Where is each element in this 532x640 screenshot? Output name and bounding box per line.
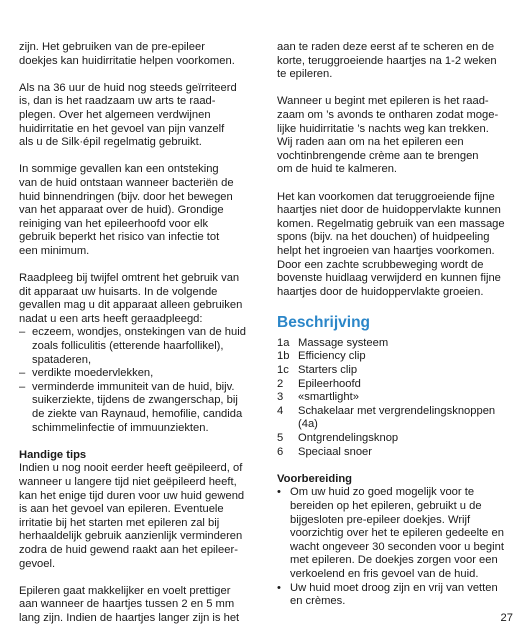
part-label: Schakelaar met vergrendelingsknoppen xyxy=(298,404,496,417)
text-line: is aan het gevoel van epileren. Eventuele xyxy=(19,503,224,516)
part-item xyxy=(277,432,515,446)
text-line: vochtinbrengende crème aan te brengen xyxy=(277,149,479,162)
part-number: 1a xyxy=(277,336,290,349)
paragraph-consult-doctor xyxy=(19,272,263,435)
section-title-description: Beschrijving xyxy=(277,313,371,331)
paragraph-infection xyxy=(19,163,263,258)
part-label: Speciaal snoer xyxy=(298,445,373,458)
text-line: met epileren. De doekjes zorgen voor een xyxy=(290,554,498,567)
text-line: Uw huid moet droog zijn en vrij van vetten xyxy=(290,581,498,594)
text-line: plegen. Over het algemeen verdwijnen xyxy=(19,108,211,121)
text-line: als u de Silk·épil regelmatig gebruikt. xyxy=(19,136,202,149)
list-item xyxy=(19,367,263,381)
text-line: dit apparaat uw huisarts. In de volgende xyxy=(19,285,218,298)
left-column xyxy=(19,41,263,639)
part-item xyxy=(277,391,515,405)
text-line: bovenste huidlaag verwijderd en kunnen fijne xyxy=(277,272,501,285)
text-line: de ziekte van Raynaud, hemofilie, candida xyxy=(32,408,243,421)
dash-marker: – xyxy=(19,326,26,339)
paragraph-tips-getting-used xyxy=(19,462,263,571)
list-item xyxy=(19,326,263,367)
part-item xyxy=(277,405,515,432)
list-item xyxy=(19,381,263,435)
text-line: wacht ongeveer 30 seconden voor u begint xyxy=(290,540,504,553)
part-number: 5 xyxy=(277,432,284,445)
text-line: zijn. Het gebruiken van de pre-epileer xyxy=(19,41,205,53)
text-line: huid binnendringen (bijv. door het bewegen xyxy=(19,190,233,203)
paragraph-hair-length xyxy=(19,585,263,626)
part-number: 1c xyxy=(277,364,289,377)
text-line: bijgesloten pre-epileer doekjes. Wrijf xyxy=(290,513,471,526)
text-line: Indien u nog nooit eerder heeft geëpileerd, of xyxy=(19,462,243,475)
text-line: gebruik beperkt het risico van infectie tot xyxy=(19,231,220,244)
part-item xyxy=(277,446,515,460)
dash-marker: – xyxy=(19,380,26,393)
text-line: zodra de huid gewend raakt aan het epileer- xyxy=(19,543,238,556)
text-line: reiniging van het epileerhoofd voor elk xyxy=(19,217,209,230)
text-line: Epileren gaat makkelijker en voelt prettiger xyxy=(19,584,231,597)
paragraph-shave-first xyxy=(277,41,515,82)
list-item xyxy=(277,582,515,609)
part-label: Starters clip xyxy=(298,364,358,377)
text-line: Als na 36 uur de huid nog steeds geïrriteerd xyxy=(19,81,237,94)
text-line: komen. Regelmatig gebruik van een massage xyxy=(277,217,505,230)
text-line: een minimum. xyxy=(19,244,90,257)
text-line: helpt het ingroeien van haartjes voorkomen. xyxy=(277,244,495,257)
text-line: korte, teruggroeiende haartjes na 1-2 weken xyxy=(277,54,497,67)
part-label: Epileerhoofd xyxy=(298,377,361,390)
part-label: Ontgrendelingsknop xyxy=(298,432,399,445)
text-line: haartjes door de huidoppervlakte groeien. xyxy=(277,285,484,298)
paragraph-ingrown-hairs xyxy=(277,191,515,300)
parts-list xyxy=(277,337,515,459)
list-item xyxy=(277,486,515,581)
text-line: verminderde immuniteit van de huid, bijv. xyxy=(32,380,235,393)
text-line: aan te raden deze eerst af te scheren en de xyxy=(277,41,495,53)
page-number: 27 xyxy=(500,612,513,624)
paragraph-prepare-wipes xyxy=(19,41,263,68)
part-number: 1b xyxy=(277,350,290,363)
text-line: van het apparaat over de huid). Grondige xyxy=(19,204,224,217)
text-line: lang zijn. Indien de haartjes langer zijn is het xyxy=(19,611,240,624)
text-line: en crèmes. xyxy=(290,595,346,608)
text-line: spataderen, xyxy=(32,353,92,366)
text-line: Wij raden aan om na het epileren een xyxy=(277,136,464,149)
text-line: lijke huidirritatie ’s nachts weg kan trekken. xyxy=(277,122,489,135)
part-label: Massage systeem xyxy=(298,336,389,349)
text-line: Om uw huid zo goed mogelijk voor te xyxy=(290,486,475,499)
part-label: Efficiency clip xyxy=(298,350,366,363)
text-line: verdikte moedervlekken, xyxy=(32,367,154,380)
text-line: gevallen mag u dit apparaat alleen gebruiken xyxy=(19,299,243,312)
text-line: schimmelinfectie of immuunziekten. xyxy=(32,421,209,434)
text-line: haartjes niet door de huidoppervlakte kunnen xyxy=(277,204,501,217)
text-line: bereiden op het epileren, gebruikt u de xyxy=(290,500,482,512)
part-label: (4a) xyxy=(298,418,318,431)
text-line: voorzichtig over het te epileren gedeelte en xyxy=(290,527,504,540)
preparation-list xyxy=(277,486,515,608)
text-line: huidirritatie en het gevoel van pijn vanzelf xyxy=(19,122,225,135)
part-item xyxy=(277,337,515,351)
text-line: aan wanneer de haartjes tussen 2 en 5 mm xyxy=(19,598,235,611)
part-item xyxy=(277,350,515,364)
text-line: In sommige gevallen kan een ontsteking xyxy=(19,163,219,176)
part-number: 6 xyxy=(277,445,284,458)
paragraph-irritation xyxy=(19,82,263,150)
heading-preparation: Voorbereiding xyxy=(277,472,353,485)
bullet-marker: • xyxy=(277,486,281,499)
text-line: Raadpleeg bij twijfel omtrent het gebruik van xyxy=(19,272,240,285)
heading-tips: Handige tips xyxy=(19,448,87,461)
text-line: te epileren. xyxy=(277,68,333,81)
text-line: is, dan is het raadzaam uw arts te raad- xyxy=(19,95,216,108)
text-line: kan het enige tijd duren voor uw huid gewend xyxy=(19,489,245,502)
part-item xyxy=(277,364,515,378)
text-line: Wanneer u begint met epileren is het raad- xyxy=(277,95,489,108)
dash-marker: – xyxy=(19,367,26,380)
right-column xyxy=(277,41,515,609)
text-line: zoals folliculitis (etterende haarfollikel), xyxy=(32,340,224,353)
text-line: Door een zachte scrubbeweging wordt de xyxy=(277,258,484,271)
text-line: herhaaldelijk gebruik aanzienlijk verminderen xyxy=(19,530,243,543)
text-line: spons (bijv. na het douchen) of huidpeeling xyxy=(277,231,490,244)
text-line: om de huid te kalmeren. xyxy=(277,163,398,176)
text-line: verkoelend en fris gevoel van de huid. xyxy=(290,567,479,580)
text-line: suikerziekte, tijdens de zwangerschap, bij xyxy=(32,394,238,407)
text-line: Het kan voorkomen dat teruggroeiende fijne xyxy=(277,190,495,203)
part-number: 3 xyxy=(277,391,284,404)
text-line: eczeem, wondjes, onstekingen van de huid xyxy=(32,326,246,339)
part-item xyxy=(277,378,515,392)
text-line: van de huid ontstaan wanneer bacteriën de xyxy=(19,176,234,189)
text-line: zaam om ’s avonds te ontharen zodat moge- xyxy=(277,108,499,121)
part-number: 4 xyxy=(277,404,284,417)
bullet-marker: • xyxy=(277,581,281,594)
paragraph-evening-epilation xyxy=(277,95,515,177)
part-label: «smartlight» xyxy=(298,391,359,404)
text-line: gevoel. xyxy=(19,557,56,570)
text-line: irritatie bij het starten met epileren zal bij xyxy=(19,516,220,529)
part-number: 2 xyxy=(277,377,284,390)
text-line: doekjes kan huidirritatie helpen voorkomen. xyxy=(19,54,235,67)
text-line: nadat u een arts heeft geraadpleegd: xyxy=(19,312,203,325)
text-line: wanneer u langere tijd niet geëpileerd heeft, xyxy=(19,476,237,488)
